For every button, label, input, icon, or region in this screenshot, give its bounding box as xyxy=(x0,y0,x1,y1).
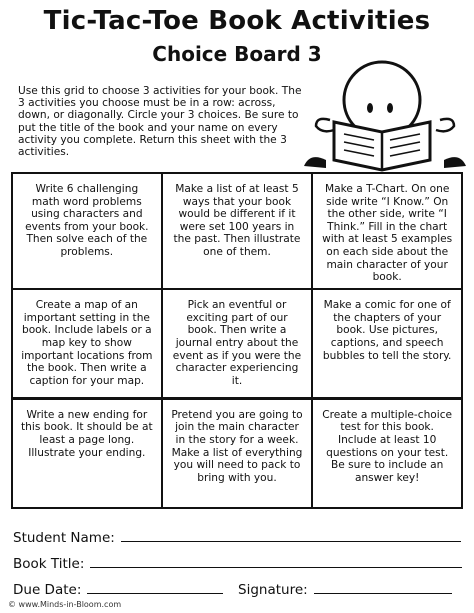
cell-text: Pick an eventful or exciting part of our book. Then write a journal entry about the event as if you were the character experiencing it. xyxy=(172,299,302,387)
student-name-label: Student Name: xyxy=(13,530,115,546)
grid-cell[interactable] xyxy=(313,174,461,288)
due-date-line[interactable] xyxy=(87,592,223,594)
book-title-label: Book Title: xyxy=(13,556,85,572)
cell-text: Write 6 challenging math word problems using characters and events from your book. Then solve each of the problems. xyxy=(25,183,149,258)
grid-cell[interactable] xyxy=(163,400,311,507)
signature-label: Signature: xyxy=(238,582,308,598)
cell-text: Create a multiple-choice test for this book. Include at least 10 questions on your test. Be sure to include an answer key! xyxy=(322,408,453,484)
due-date-label: Due Date: xyxy=(13,582,82,598)
choice-board-grid xyxy=(11,172,463,509)
book-title-line[interactable] xyxy=(90,566,462,568)
due-date-field[interactable] xyxy=(13,582,223,598)
grid-cell[interactable] xyxy=(163,174,311,288)
page-subtitle: Choice Board 3 xyxy=(152,42,322,66)
cell-text: Write a new ending for this book. It should be at least a page long. Illustrate your ending. xyxy=(21,408,153,459)
student-name-field[interactable] xyxy=(13,530,461,546)
grid-cell[interactable] xyxy=(313,290,461,397)
signature-field[interactable] xyxy=(238,582,452,598)
page-title: Tic-Tac-Toe Book Activities xyxy=(43,6,431,36)
grid-cell[interactable] xyxy=(13,400,161,507)
grid-cell[interactable] xyxy=(13,174,161,288)
book-title-field[interactable] xyxy=(13,556,462,572)
reading-character-illustration xyxy=(290,58,470,176)
cell-text: Pretend you are going to join the main character in the story for a week. Make a list of everything you will need to pack to bring with you. xyxy=(171,408,303,484)
signature-line[interactable] xyxy=(314,592,452,594)
cell-text: Make a list of at least 5 ways that your book would be different if it were set 100 years in the past. Then illustrate one of them. xyxy=(173,183,301,258)
cell-text: Make a comic for one of the chapters of your book. Use pictures, captions, and speech bubbles to tell the story. xyxy=(322,299,452,362)
grid-cell[interactable] xyxy=(13,290,161,397)
instructions-text: Use this grid to choose 3 activities for your book. The 3 activities you choose must be in a row: across, down, or diagonally. Circle your 3 choices. Be sure to put the title of the book and your name on every activity you complete. Return this sheet with the 3 activities. xyxy=(18,85,302,159)
cell-text: Make a T-Chart. On one side write “I Know.” On the other side, write “I Think.” Fill in the chart with at least 5 examples on each side about the main character of your book. xyxy=(322,183,453,284)
student-name-line[interactable] xyxy=(121,540,461,542)
grid-cell[interactable] xyxy=(313,400,461,507)
copyright-credit: © www.Minds-in-Bloom.com xyxy=(8,600,122,609)
cell-text: Create a map of an important setting in the book. Include labels or a map key to show important locations from the book. Then write a caption for your map. xyxy=(21,299,153,387)
grid-cell[interactable] xyxy=(163,290,311,397)
